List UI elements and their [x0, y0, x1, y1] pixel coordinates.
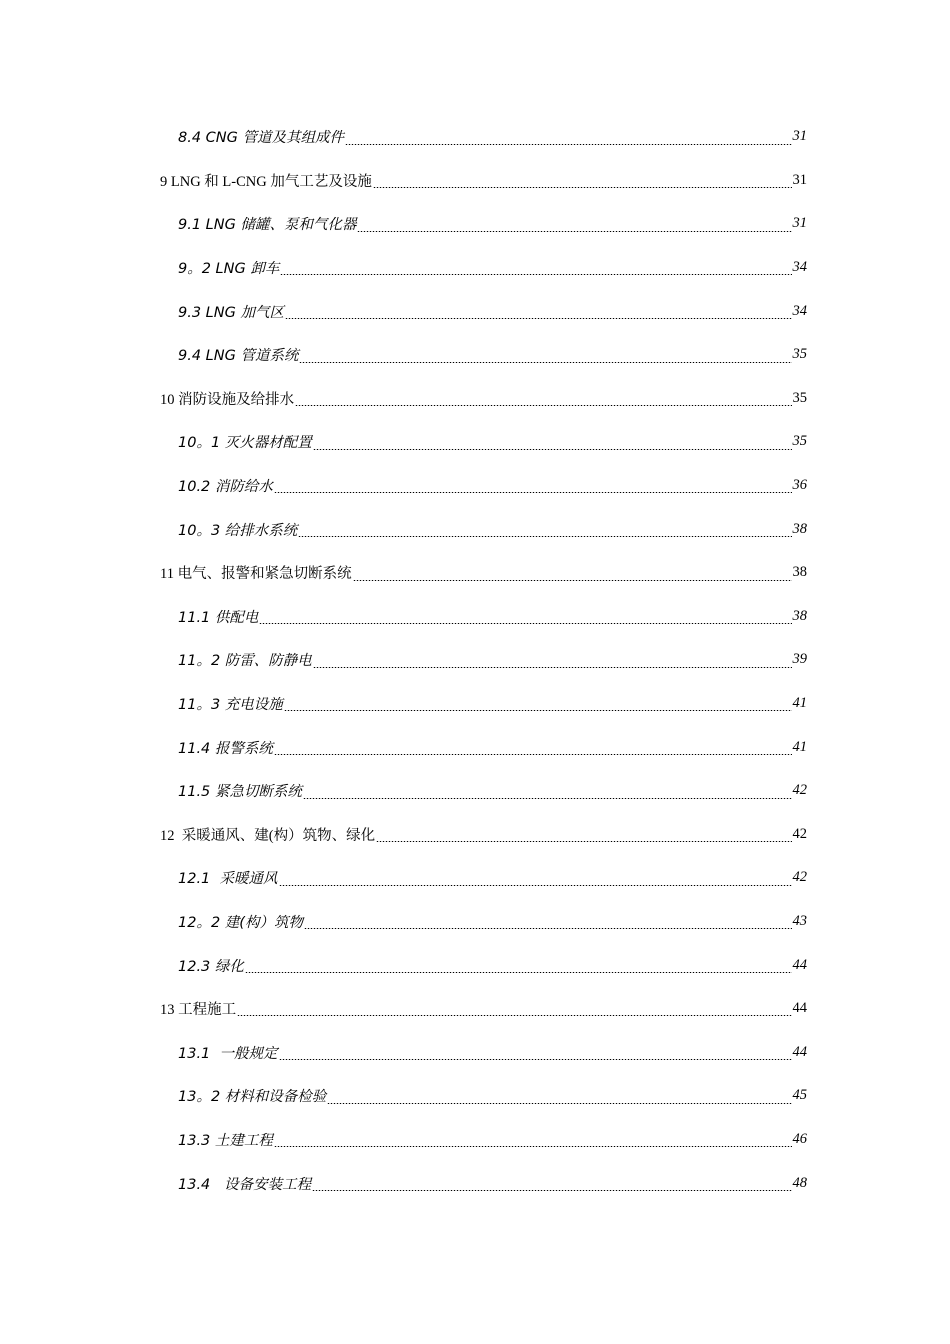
dot-leader — [373, 187, 792, 188]
toc-entry[interactable] — [160, 1030, 807, 1074]
toc-entry-page: 38 — [792, 520, 807, 537]
dot-leader — [295, 405, 791, 406]
toc-entry-page: 36 — [792, 477, 807, 494]
toc-entry[interactable] — [160, 420, 807, 464]
toc-entry-page: 35 — [792, 346, 807, 363]
toc-entry[interactable] — [160, 856, 807, 900]
toc-entry[interactable] — [160, 900, 807, 944]
toc-entry[interactable] — [160, 987, 807, 1031]
toc-entry[interactable] — [160, 551, 807, 595]
toc-entry-page: 41 — [792, 738, 807, 755]
dot-leader — [303, 798, 792, 799]
dot-leader — [259, 623, 791, 624]
toc-entry[interactable] — [160, 725, 807, 769]
toc-entry-page: 45 — [792, 1087, 807, 1104]
toc-entry-page: 38 — [792, 564, 807, 581]
toc-entry-title: 13.4 设备安装工程 — [178, 1176, 312, 1193]
toc-entry-title: 11.5 紧急切断系统 — [178, 784, 302, 801]
toc-entry-page: 41 — [792, 695, 807, 712]
dot-leader — [284, 710, 792, 711]
toc-entry-page: 31 — [792, 171, 807, 188]
toc-entry-title: 9。2 LNG 卸车 — [178, 261, 280, 278]
toc-entry-page: 44 — [792, 1000, 807, 1017]
toc-entry-title: 10。1 灭火器材配置 — [178, 435, 312, 452]
toc-entry-title: 11.4 报警系统 — [178, 740, 273, 757]
dot-leader — [274, 754, 792, 755]
toc-entry-page: 42 — [792, 825, 807, 842]
dot-leader — [357, 231, 791, 232]
toc-entry-title: 9.3 LNG 加气区 — [178, 304, 284, 321]
dot-leader — [312, 1190, 791, 1191]
toc-entry-title: 10。3 给排水系统 — [178, 522, 298, 539]
toc-entry-title: 12 采暖通风、建(构）筑物、绿化 — [160, 827, 376, 844]
toc-entry-title: 12.1 采暖通风 — [178, 871, 278, 888]
toc-entry[interactable] — [160, 507, 807, 551]
toc-entry-title: 9.1 LNG 储罐、泵和气化器 — [178, 217, 357, 234]
toc-entry[interactable] — [160, 202, 807, 246]
toc-entry[interactable] — [160, 246, 807, 290]
toc-entry-page: 48 — [792, 1174, 807, 1191]
toc-entry-page: 42 — [792, 869, 807, 886]
dot-leader — [313, 667, 792, 668]
dot-leader — [345, 144, 792, 145]
toc-entry[interactable] — [160, 333, 807, 377]
toc-entry[interactable] — [160, 1118, 807, 1162]
toc-entry[interactable] — [160, 682, 807, 726]
toc-entry-title: 13。2 材料和设备检验 — [178, 1089, 327, 1106]
toc-entry-page: 35 — [792, 389, 807, 406]
toc-entry-page: 43 — [792, 912, 807, 929]
toc-entry-title: 10.2 消防给水 — [178, 479, 273, 496]
toc-entry-page: 34 — [792, 302, 807, 319]
dot-leader — [327, 1103, 791, 1104]
toc-entry-title: 9.4 LNG 管道系统 — [178, 348, 299, 365]
toc-entry[interactable] — [160, 1161, 807, 1205]
toc-entry-title: 12。2 建(构）筑物 — [178, 914, 303, 931]
toc-entry[interactable] — [160, 813, 807, 857]
toc-entry-page: 39 — [792, 651, 807, 668]
toc-entry-page: 46 — [792, 1130, 807, 1147]
toc-entry-page: 44 — [792, 1043, 807, 1060]
toc-entry[interactable] — [160, 159, 807, 203]
dot-leader — [280, 274, 791, 275]
table-of-contents — [160, 115, 807, 1205]
toc-entry[interactable] — [160, 769, 807, 813]
toc-entry[interactable] — [160, 464, 807, 508]
toc-entry[interactable] — [160, 638, 807, 682]
toc-entry-title: 8.4 CNG 管道及其组成件 — [178, 130, 344, 147]
dot-leader — [245, 972, 792, 973]
toc-entry-title: 11。2 防雷、防静电 — [178, 653, 312, 670]
toc-entry-page: 35 — [792, 433, 807, 450]
toc-entry-page: 42 — [792, 782, 807, 799]
toc-entry[interactable] — [160, 289, 807, 333]
dot-leader — [279, 885, 792, 886]
toc-entry[interactable] — [160, 595, 807, 639]
dot-leader — [285, 318, 792, 319]
toc-entry-title: 13 工程施工 — [160, 1002, 237, 1019]
toc-entry-page: 34 — [792, 259, 807, 276]
dot-leader — [274, 492, 792, 493]
dot-leader — [313, 449, 792, 450]
toc-entry[interactable] — [160, 943, 807, 987]
toc-entry-page: 38 — [792, 607, 807, 624]
toc-entry-page: 44 — [792, 956, 807, 973]
toc-entry-page: 31 — [792, 128, 807, 145]
dot-leader — [298, 536, 791, 537]
toc-entry-page: 31 — [792, 215, 807, 232]
toc-entry-title: 11。3 充电设施 — [178, 697, 283, 714]
toc-entry-title: 10 消防设施及给排水 — [160, 391, 295, 408]
toc-entry-title: 9 LNG 和 L-CNG 加气工艺及设施 — [160, 173, 372, 190]
toc-entry-title: 11 电气、报警和紧急切断系统 — [160, 566, 352, 583]
dot-leader — [299, 362, 791, 363]
toc-entry-title: 13.1 一般规定 — [178, 1045, 278, 1062]
toc-entry[interactable] — [160, 377, 807, 421]
dot-leader — [353, 580, 792, 581]
toc-entry-title: 11.1 供配电 — [178, 609, 259, 626]
dot-leader — [279, 1059, 792, 1060]
toc-entry-title: 12.3 绿化 — [178, 958, 244, 975]
dot-leader — [304, 928, 792, 929]
toc-entry[interactable] — [160, 115, 807, 159]
dot-leader — [274, 1146, 792, 1147]
toc-entry[interactable] — [160, 1074, 807, 1118]
dot-leader — [376, 841, 791, 842]
toc-entry-title: 13.3 土建工程 — [178, 1132, 273, 1149]
dot-leader — [237, 1015, 791, 1016]
